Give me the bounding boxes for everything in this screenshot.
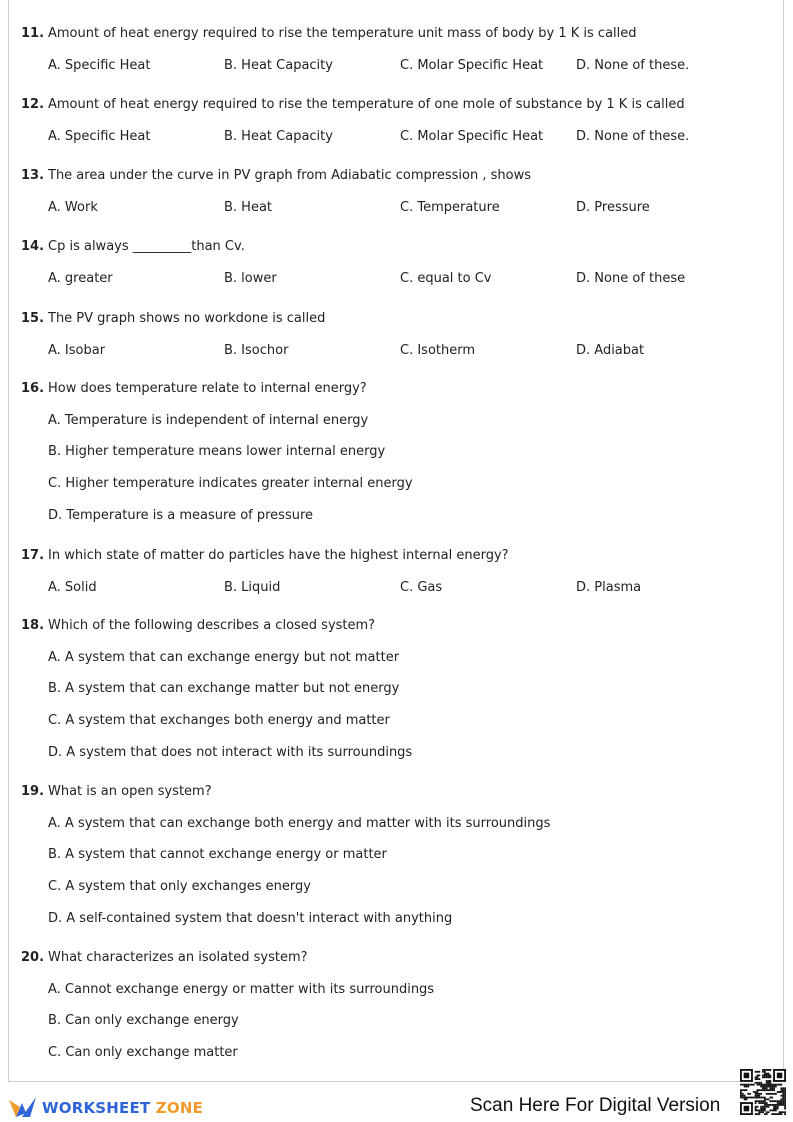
question-line xyxy=(21,617,761,635)
question-text: Amount of heat energy required to rise the temperature unit mass of body by 1 K is called xyxy=(48,26,637,41)
answer-option[interactable]: C. Higher temperature indicates greater internal energy xyxy=(48,476,413,492)
answer-options xyxy=(21,342,761,360)
answer-option[interactable]: B. lower xyxy=(224,271,277,286)
answer-option[interactable]: A. Specific Heat xyxy=(48,58,151,73)
answer-options xyxy=(21,579,761,597)
answer-option[interactable]: B. Heat xyxy=(224,200,273,215)
brand-logo xyxy=(8,1095,203,1121)
answer-option[interactable]: C. Can only exchange matter xyxy=(48,1045,238,1061)
answer-option[interactable]: A. Temperature is independent of internal energy xyxy=(48,412,369,428)
answer-option[interactable]: C. Molar Specific Heat xyxy=(400,129,544,144)
answer-option[interactable]: A. Cannot exchange energy or matter with its surroundings xyxy=(48,981,435,997)
question-line xyxy=(21,238,761,256)
question-line xyxy=(21,380,761,398)
question-number: 12. xyxy=(21,97,45,112)
answer-options xyxy=(21,270,761,288)
question-text: In which state of matter do particles have the highest internal energy? xyxy=(48,548,509,563)
question-number: 19. xyxy=(21,784,45,799)
question-14 xyxy=(21,238,761,288)
question-number: 16. xyxy=(21,381,45,396)
question-text: Cp is always _________than Cv. xyxy=(48,239,245,254)
brand-word-zone: ZONE xyxy=(155,1099,204,1117)
answer-option[interactable]: B. Can only exchange energy xyxy=(48,1013,239,1029)
answer-option[interactable]: A. Specific Heat xyxy=(48,129,151,144)
question-number: 17. xyxy=(21,548,45,563)
page-footer xyxy=(0,1082,793,1122)
answer-option[interactable]: C. A system that only exchanges energy xyxy=(48,879,311,895)
question-text: What is an open system? xyxy=(48,784,212,799)
question-number: 15. xyxy=(21,311,45,326)
answer-option[interactable]: C. Isotherm xyxy=(400,343,476,358)
answer-options xyxy=(21,412,761,525)
answer-options xyxy=(21,815,761,928)
question-line xyxy=(21,25,761,43)
question-number: 13. xyxy=(21,168,45,183)
answer-options xyxy=(21,981,761,1062)
answer-option[interactable]: B. A system that cannot exchange energy or matter xyxy=(48,847,387,863)
question-number: 20. xyxy=(21,950,45,965)
question-18 xyxy=(21,617,761,762)
question-17 xyxy=(21,547,761,597)
answer-option[interactable]: B. Higher temperature means lower internal energy xyxy=(48,444,386,460)
answer-option[interactable]: D. None of these. xyxy=(576,58,690,73)
answer-option[interactable]: A. A system that can exchange energy but not matter xyxy=(48,649,400,665)
question-13 xyxy=(21,167,761,217)
answer-option[interactable]: C. equal to Cv xyxy=(400,271,492,286)
answer-options xyxy=(21,649,761,762)
answer-option[interactable]: B. Isochor xyxy=(224,343,289,358)
answer-option[interactable]: D. Plasma xyxy=(576,580,642,595)
answer-option[interactable]: D. Adiabat xyxy=(576,343,645,358)
question-20 xyxy=(21,949,761,1062)
question-16 xyxy=(21,380,761,525)
question-number: 18. xyxy=(21,618,45,633)
answer-option[interactable]: C. Temperature xyxy=(400,200,500,215)
answer-option[interactable]: B. Heat Capacity xyxy=(224,58,333,73)
answer-option[interactable]: A. A system that can exchange both energy and matter with its surroundings xyxy=(48,815,551,831)
answer-option[interactable]: A. Work xyxy=(48,200,98,215)
brand-name xyxy=(42,1099,203,1117)
question-number: 14. xyxy=(21,239,45,254)
question-line xyxy=(21,96,761,114)
question-11 xyxy=(21,25,761,75)
answer-option[interactable]: B. Heat Capacity xyxy=(224,129,333,144)
answer-option[interactable]: A. Solid xyxy=(48,580,97,595)
answer-option[interactable]: C. Gas xyxy=(400,580,443,595)
question-line xyxy=(21,310,761,328)
answer-option[interactable]: D. A self-contained system that doesn't interact with anything xyxy=(48,910,453,926)
question-text: Amount of heat energy required to rise the temperature of one mole of substance by 1 K is called xyxy=(48,97,685,112)
question-15 xyxy=(21,310,761,360)
answer-option[interactable]: B. Liquid xyxy=(224,580,281,595)
question-12 xyxy=(21,96,761,146)
question-line xyxy=(21,949,761,967)
answer-option[interactable]: A. greater xyxy=(48,271,113,286)
question-text: How does temperature relate to internal energy? xyxy=(48,381,367,396)
answer-options xyxy=(21,57,761,75)
question-text: The PV graph shows no workdone is called xyxy=(48,311,326,326)
question-text: The area under the curve in PV graph from Adiabatic compression , shows xyxy=(48,168,531,183)
question-text: What characterizes an isolated system? xyxy=(48,950,308,965)
qr-code-icon[interactable] xyxy=(740,1069,786,1115)
answer-option[interactable]: D. A system that does not interact with its surroundings xyxy=(48,744,413,760)
answer-option[interactable]: B. A system that can exchange matter but not energy xyxy=(48,681,400,697)
answer-option[interactable]: C. A system that exchanges both energy and matter xyxy=(48,713,390,729)
question-line xyxy=(21,167,761,185)
answer-option[interactable]: A. Isobar xyxy=(48,343,106,358)
answer-options xyxy=(21,128,761,146)
question-number: 11. xyxy=(21,26,45,41)
answer-options xyxy=(21,199,761,217)
answer-option[interactable]: C. Molar Specific Heat xyxy=(400,58,544,73)
question-line xyxy=(21,783,761,801)
question-19 xyxy=(21,783,761,928)
scan-caption: Scan Here For Digital Version xyxy=(470,1095,721,1116)
question-text: Which of the following describes a closed system? xyxy=(48,618,376,633)
worksheetzone-logo-icon xyxy=(8,1095,38,1121)
answer-option[interactable]: D. Pressure xyxy=(576,200,650,215)
answer-option[interactable]: D. None of these xyxy=(576,271,686,286)
question-line xyxy=(21,547,761,565)
answer-option[interactable]: D. None of these. xyxy=(576,129,690,144)
brand-word-worksheet: WORKSHEET xyxy=(42,1099,151,1117)
answer-option[interactable]: D. Temperature is a measure of pressure xyxy=(48,507,314,523)
